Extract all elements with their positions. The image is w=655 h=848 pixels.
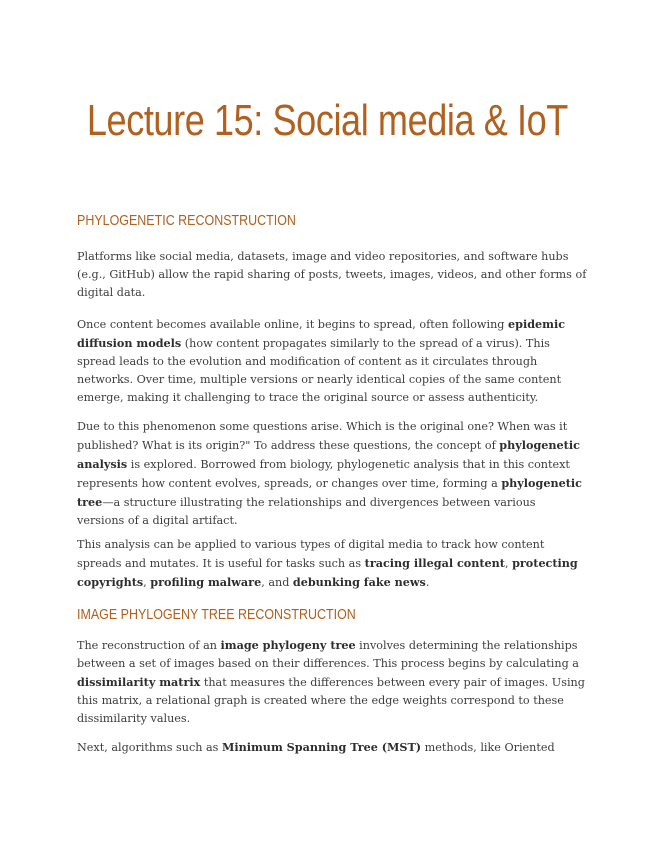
text-line — [77, 673, 585, 692]
text-run: versions of a digital artifact. — [77, 514, 238, 527]
text-line — [77, 455, 579, 474]
text-line — [77, 248, 579, 266]
text-run: represents how content evolves, spreads, or changes over time, forming a — [77, 477, 502, 490]
text-line — [77, 738, 579, 757]
text-run: , — [143, 576, 151, 589]
text-run: (e.g., GitHub) allow the rapid sharing of posts, tweets, images, videos, and other forms of — [77, 268, 587, 281]
text-run: This analysis can be applied to various types of digital media to track how content — [77, 538, 545, 551]
text-line — [77, 636, 579, 655]
text-line — [77, 353, 579, 371]
bold-text: phylogenetic — [501, 476, 582, 490]
bold-text: tree — [77, 495, 103, 509]
text-line — [77, 436, 579, 455]
text-run: dissimilarity values. — [77, 712, 191, 725]
text-line — [77, 315, 579, 334]
text-line — [77, 536, 579, 554]
bold-text: Minimum Spanning Tree (MST) — [221, 740, 422, 754]
bold-text: dissimilarity matrix — [77, 675, 201, 689]
paragraph — [77, 738, 579, 757]
text-run: emerge, making it challenging to trace the original source or assess authenticity. — [77, 391, 539, 404]
text-line — [77, 334, 579, 353]
text-run: between a set of images based on their differences. This process begins by calculating a — [77, 657, 579, 670]
text-run: Due to this phenomenon some questions arise. Which is the original one? When was it — [77, 420, 568, 433]
text-run: Next, algorithms such as — [77, 741, 222, 754]
bold-text: debunking fake news — [292, 575, 426, 589]
bold-text: profiling malware — [150, 575, 262, 589]
text-line — [77, 554, 579, 573]
bold-text: diffusion models — [77, 336, 182, 350]
text-run: , and — [261, 576, 293, 589]
text-run: published? What is its origin?" To address these questions, the concept of — [77, 439, 500, 452]
text-run: digital data. — [77, 286, 146, 299]
text-line — [77, 493, 579, 512]
text-run: networks. Over time, multiple versions or nearly identical copies of the same content — [77, 373, 562, 386]
bold-text: image phylogeny tree — [220, 638, 356, 652]
text-run: Once content becomes available online, it begins to spread, often following — [77, 318, 509, 331]
text-run: this matrix, a relational graph is created where the edge weights correspond to these — [77, 694, 564, 707]
text-run: Platforms like social media, datasets, image and video repositories, and software hubs — [77, 250, 569, 263]
paragraph — [77, 248, 587, 302]
text-line — [77, 573, 579, 592]
paragraph — [77, 418, 582, 530]
bold-text: copyrights — [77, 575, 144, 589]
text-line — [77, 284, 579, 302]
bold-text: epidemic — [508, 317, 566, 331]
paragraph — [77, 536, 579, 592]
text-run: that measures the differences between every pair of images. Using — [200, 676, 585, 689]
text-run: spreads and mutates. It is useful for tasks such as — [77, 557, 365, 570]
text-run: methods, like Oriented — [421, 741, 555, 754]
text-run: involves determining the relationships — [355, 639, 578, 652]
text-line — [77, 512, 579, 530]
text-run: The reconstruction of an — [77, 639, 221, 652]
text-run: spread leads to the evolution and modification of content as it circulates through — [77, 355, 538, 368]
text-run: —a structure illustrating the relationships and divergences between various — [102, 496, 536, 509]
paragraph — [77, 636, 585, 728]
bold-text: phylogenetic — [499, 438, 580, 452]
text-run: , — [504, 557, 513, 570]
bold-text: tracing illegal content — [364, 556, 505, 570]
text-run: is explored. Borrowed from biology, phylogenetic analysis that in this context — [127, 458, 570, 471]
section-heading-image-phylogeny-tree-reconstruction: IMAGE PHYLOGENY TREE RECONSTRUCTION — [77, 607, 356, 623]
text-line — [77, 266, 587, 284]
text-line — [77, 389, 579, 407]
text-line — [77, 371, 579, 389]
text-line — [77, 655, 579, 673]
text-line — [77, 710, 579, 728]
bold-text: analysis — [77, 457, 128, 471]
text-run: . — [425, 576, 430, 589]
bold-text: protecting — [512, 556, 578, 570]
paragraph — [77, 315, 579, 407]
page-title: Lecture 15: Social media & IoT — [86, 96, 568, 145]
text-line — [77, 418, 579, 436]
text-line — [77, 692, 579, 710]
text-line — [77, 474, 582, 493]
text-run: (how content propagates similarly to the spread of a virus). This — [181, 337, 550, 350]
section-heading-phylogenetic-reconstruction: PHYLOGENETIC RECONSTRUCTION — [77, 213, 296, 229]
